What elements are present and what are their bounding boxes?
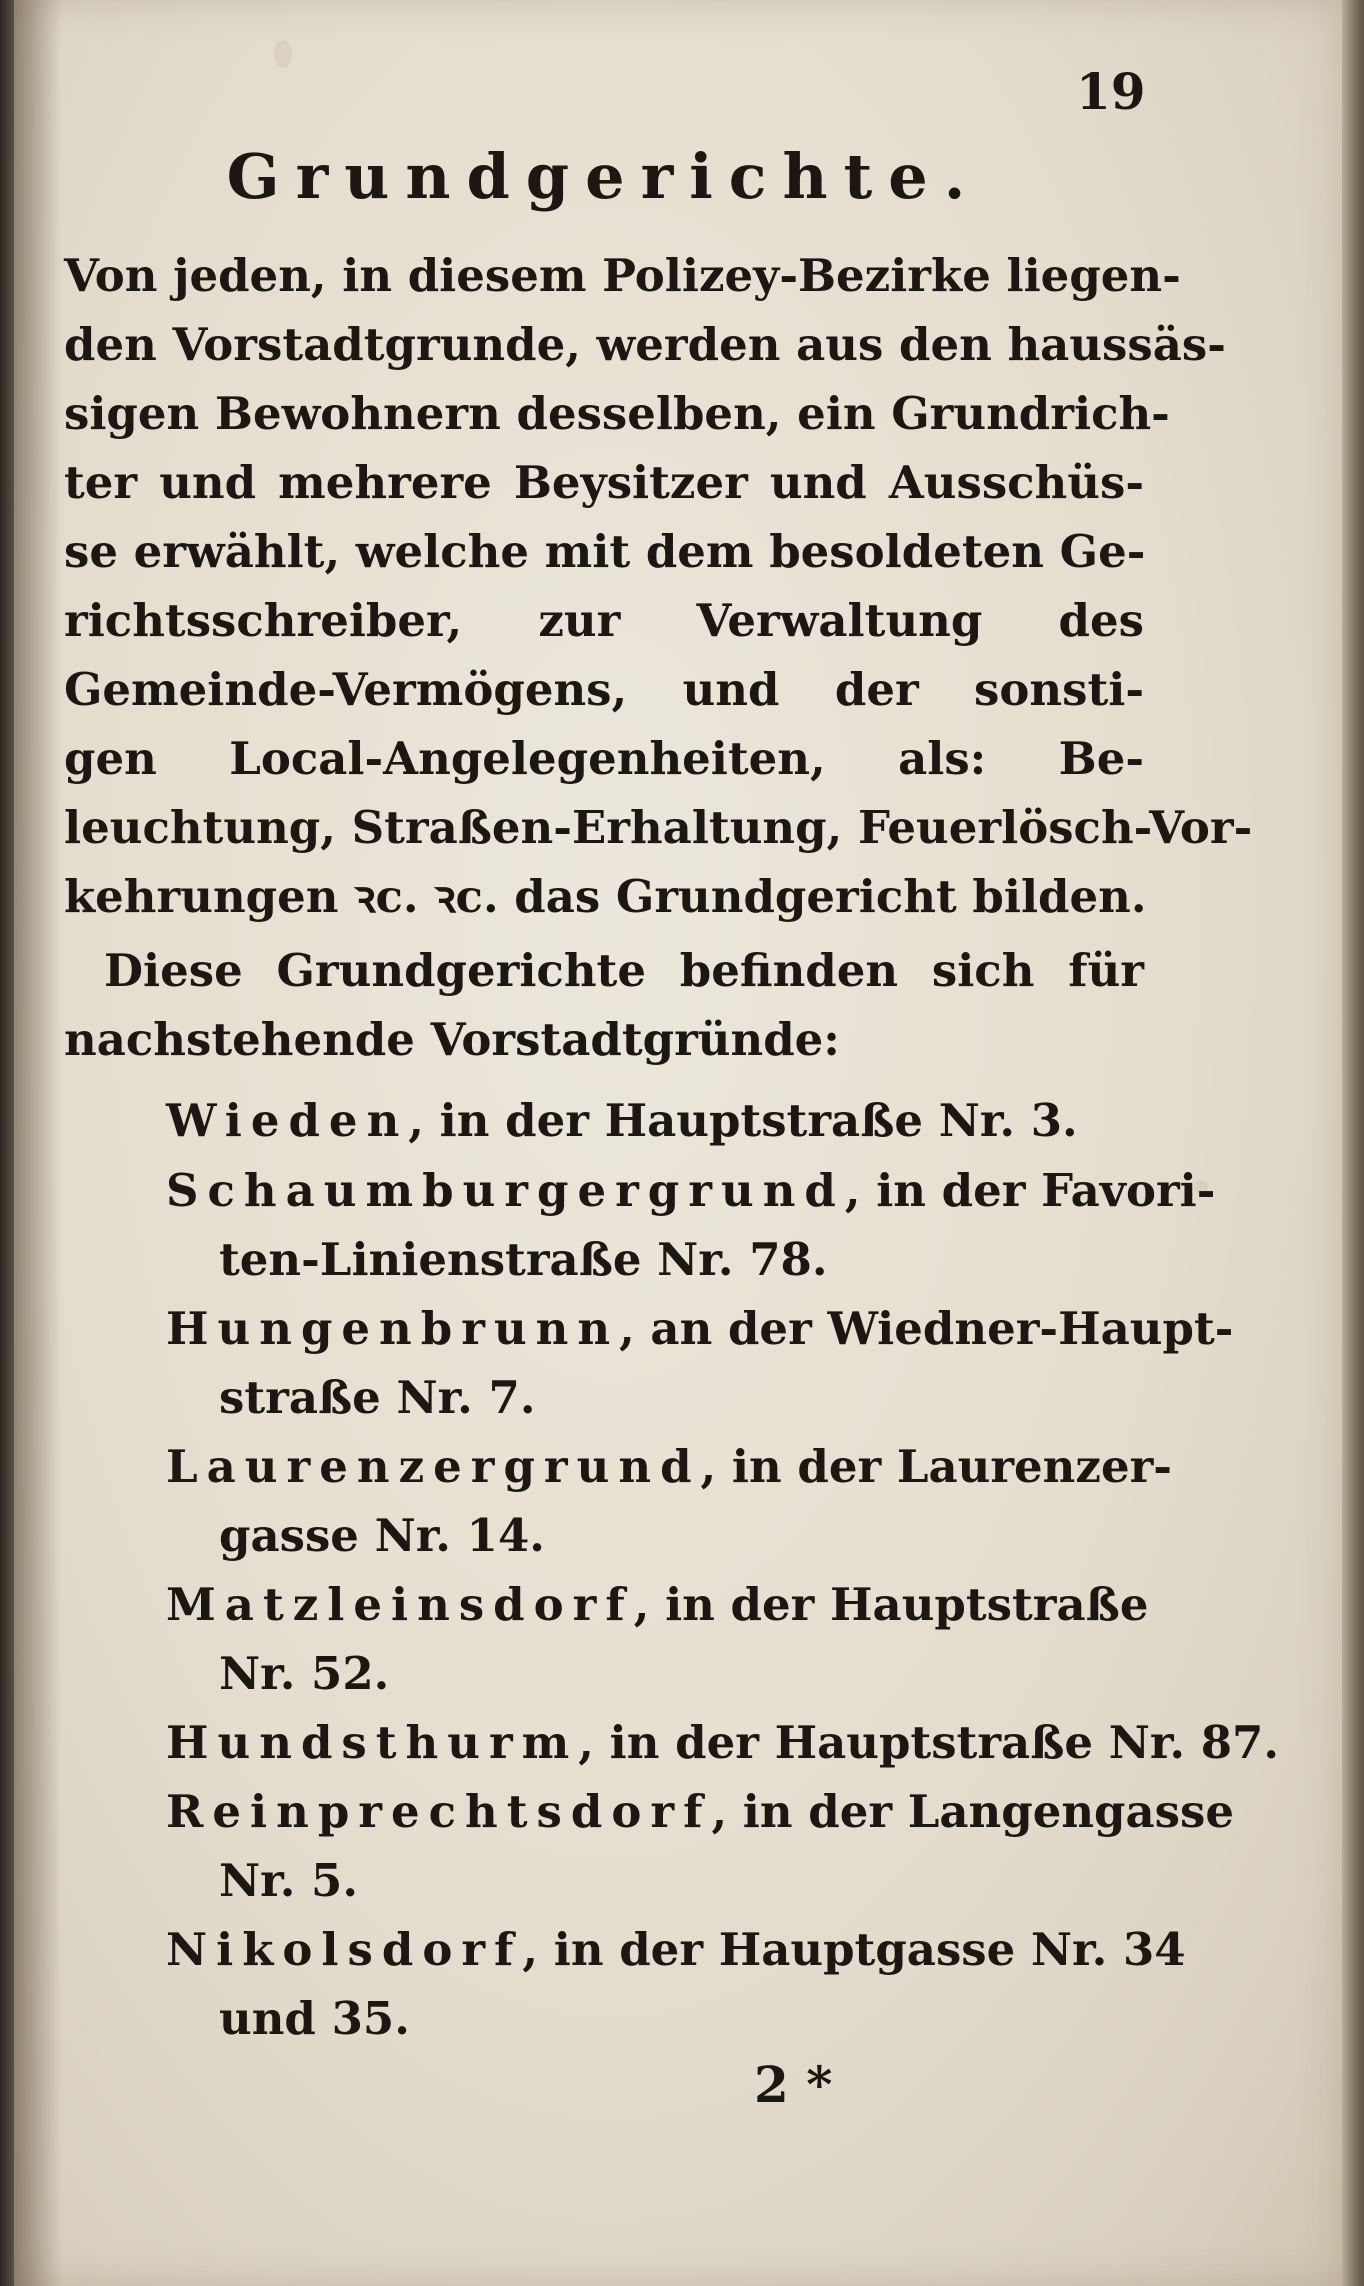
list-item-continuation: und 35.: [219, 1992, 410, 2045]
list-item-continuation: Nr. 52.: [219, 1647, 390, 1700]
district-name: Matzleinsdorf: [166, 1578, 634, 1631]
district-name: Hungenbrunn: [166, 1302, 620, 1355]
list-item: [166, 1298, 1233, 1360]
text-line: Gemeinde-Vermögens, und der sonsti-: [64, 663, 1144, 716]
district-name: Schaumburgergrund: [166, 1164, 845, 1217]
text-line: richtsschreiber, zur Verwaltung des: [64, 594, 1144, 647]
book-page: [14, 0, 1342, 2286]
district-name: Hundsthurm: [166, 1716, 579, 1769]
list-item-continuation: Nr. 5.: [219, 1854, 359, 1907]
text-line: leuchtung, Straßen-Erhaltung, Feuerlösch-Vor-: [64, 801, 1253, 854]
list-item: [166, 1919, 1186, 1981]
district-address: , an der Wiedner-Haupt-: [619, 1302, 1234, 1355]
text-line: ter und mehrere Beysitzer und Ausschüs-: [64, 456, 1144, 509]
book-edge-left: [0, 0, 14, 2286]
text-line: Diese Grundgerichte befinden sich für: [104, 944, 1144, 997]
list-item-continuation: straße Nr. 7.: [219, 1371, 536, 1424]
list-item-continuation: ten-Linienstraße Nr. 78.: [219, 1233, 828, 1286]
list-item: [166, 1712, 1279, 1774]
district-address: , in der Hauptstraße Nr. 3.: [408, 1094, 1078, 1147]
list-item: [166, 1436, 1172, 1498]
text-line: den Vorstadtgrunde, werden aus den haussäs-: [64, 318, 1226, 371]
gutter-shadow: [14, 0, 62, 2286]
text-line: gen Local-Angelegenheiten, als: Be-: [64, 732, 1144, 785]
district-address: , in der Favori-: [844, 1164, 1216, 1217]
district-name: Laurenzergrund: [166, 1440, 701, 1493]
district-name: Reinprechtsdorf: [166, 1785, 712, 1838]
district-address: , in der Hauptgasse Nr. 34: [522, 1923, 1186, 1976]
list-item: [166, 1781, 1234, 1843]
district-address: , in der Laurenzer-: [700, 1440, 1172, 1493]
district-name: Nikolsdorf: [166, 1923, 523, 1976]
list-item: [166, 1574, 1148, 1636]
page-heading: Grundgerichte.: [226, 140, 982, 213]
text-line: sigen Bewohnern desselben, ein Grundrich-: [64, 387, 1170, 440]
text-line: kehrungen ꝛc. ꝛc. das Grundgericht bilden.: [64, 870, 1147, 923]
text-line: nachstehende Vorstadtgründe:: [64, 1013, 840, 1066]
list-item: [166, 1160, 1215, 1222]
book-edge-right: [1342, 0, 1364, 2286]
district-address: , in der Hauptstraße Nr. 87.: [578, 1716, 1280, 1769]
list-item-continuation: gasse Nr. 14.: [219, 1509, 545, 1562]
district-address: , in der Langengasse: [711, 1785, 1234, 1838]
page-number: 19: [1076, 62, 1146, 121]
paper-stain: [274, 40, 292, 68]
signature-mark: 2 *: [754, 2055, 833, 2114]
text-line: Von jeden, in diesem Polizey-Bezirke liegen-: [64, 249, 1181, 302]
district-address: , in der Hauptstraße: [633, 1578, 1149, 1631]
list-item: [166, 1090, 1078, 1152]
district-name: Wieden: [166, 1094, 409, 1147]
text-line: se erwählt, welche mit dem besoldeten Ge-: [64, 525, 1146, 578]
